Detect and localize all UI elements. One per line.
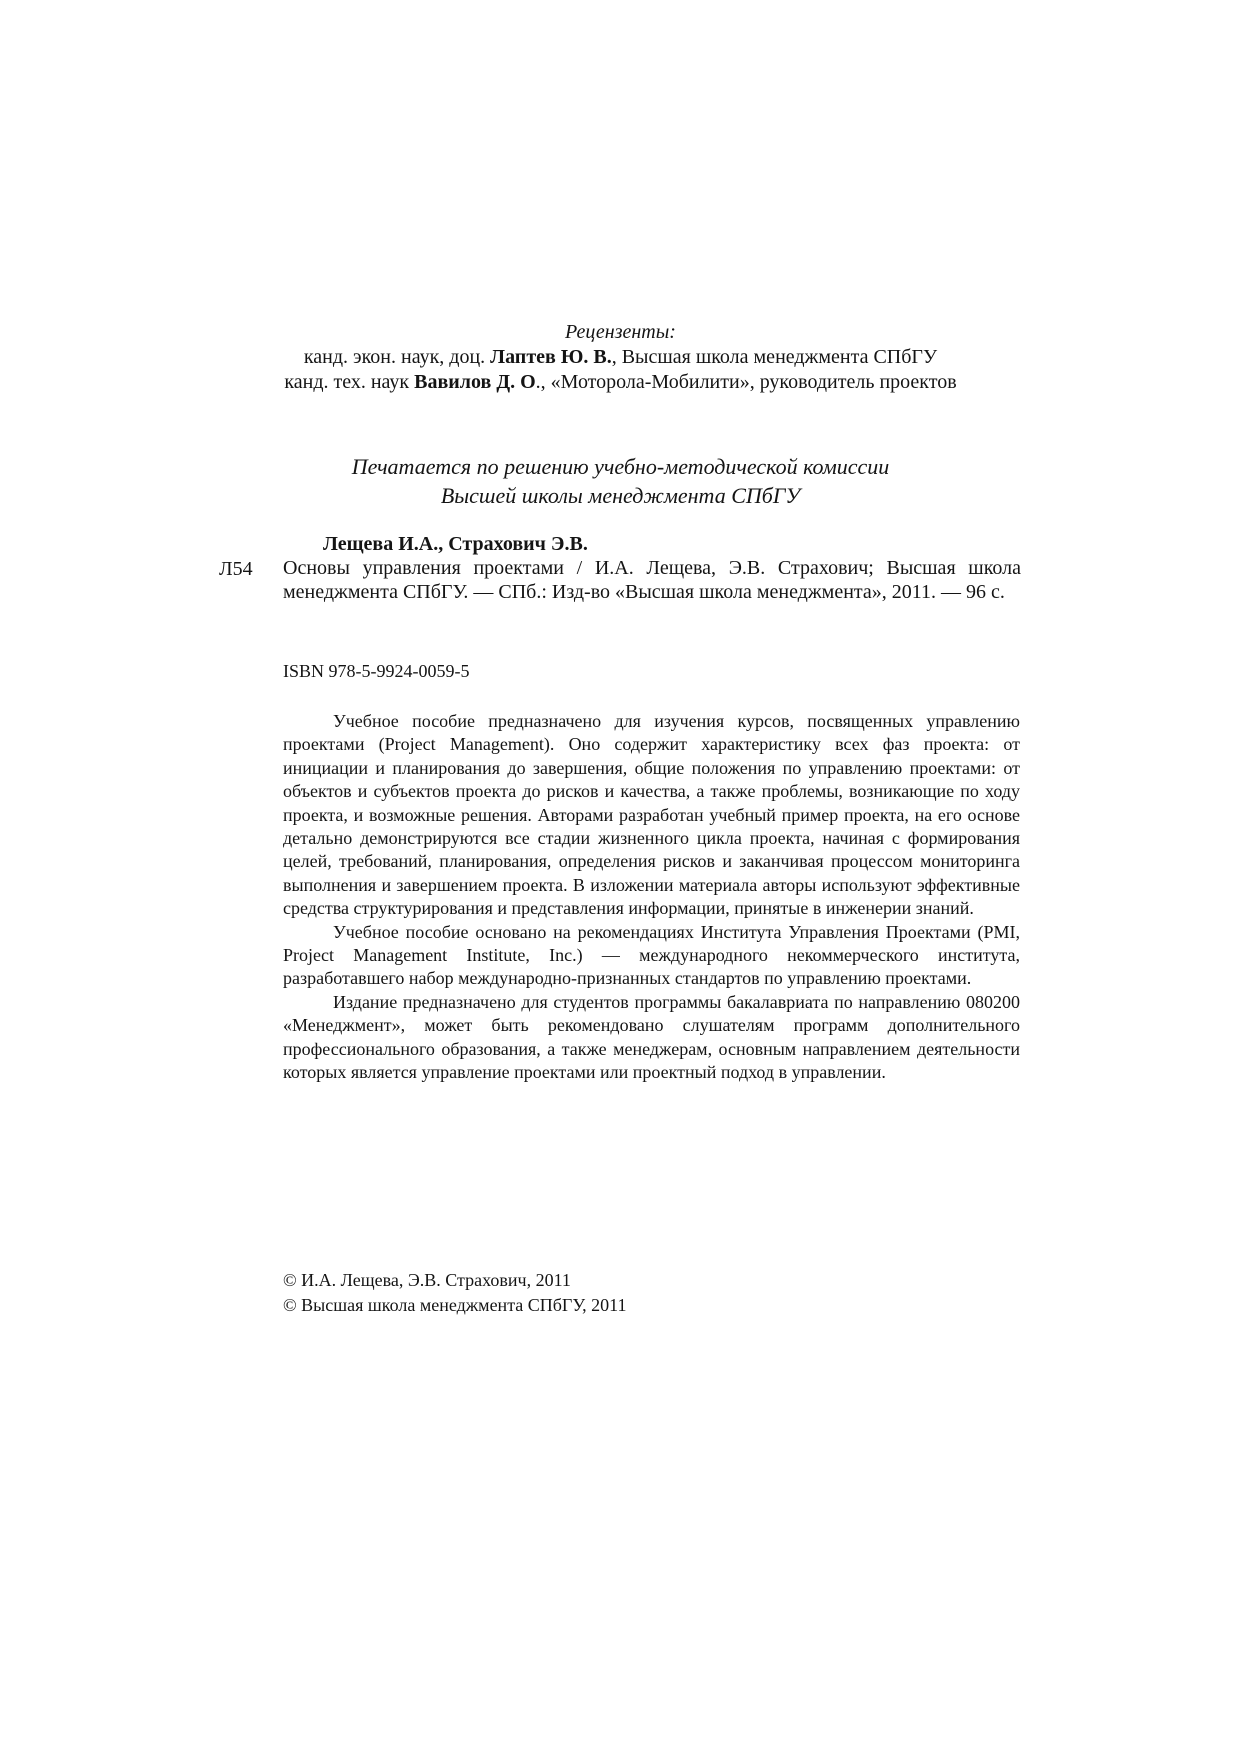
reviewers-heading: Рецензенты: — [565, 321, 676, 343]
copyright-publisher: © Высшая школа менеджмента СПбГУ, 2011 — [283, 1295, 627, 1315]
decision-line-1: Печатается по решению учебно-методической комиссии — [351, 454, 890, 479]
copyright-authors: © И.А. Лещева, Э.В. Страхович, 2011 — [283, 1270, 571, 1290]
reviewer-line — [0, 345, 1241, 370]
reviewer-affiliation: , Высшая школа менеджмента СПбГУ — [611, 346, 938, 368]
bibliographic-description: Основы управления проектами / И.А. Лещева, Э.В. Страхович; Высшая школа менеджмента СПбГУ. — СПб.: Изд-во «Высшая школа менеджмента», 2011. — 96 с. — [283, 557, 1021, 603]
decision-line-2: Высшей школы менеджмента СПбГУ — [440, 483, 801, 508]
reviewer-degree: канд. экон. наук, доц. — [303, 346, 486, 368]
reviewer-degree: канд. тех. наук — [284, 371, 410, 393]
reviewer-line — [0, 370, 1241, 395]
annotation-paragraph: Учебное пособие основано на рекомендациях Института Управления Проектами (PMI, Project Management Institute, Inc.) — международного некоммерческого института, разработавшего набор международно-признанных стандартов по управлению проектами. — [283, 921, 1020, 989]
copyright-block — [283, 1268, 626, 1318]
publication-decision — [0, 452, 1241, 510]
author-sign-code: Л54 — [219, 558, 253, 580]
reviewer-name: Лаптев Ю. В. — [490, 346, 612, 368]
reviewer-affiliation: ., «Моторола-Мобилити», руководитель проектов — [535, 371, 957, 393]
annotation — [283, 710, 1020, 1085]
isbn: ISBN 978-5-9924-0059-5 — [283, 661, 470, 681]
bibliographic-authors: Лещева И.А., Страхович Э.В. — [323, 533, 588, 555]
reviewer-name: Вавилов Д. О — [414, 371, 536, 393]
reviewers-block — [0, 320, 1241, 395]
annotation-paragraph: Учебное пособие предназначено для изучения курсов, посвященных управлению проектами (Project Management). Оно содержит характеристику всех фаз проекта: от инициации и планирования до завершения, общие положения по управлению проектами: от объектов и субъектов проекта до рисков и качества, а также проблемы, возникающие по ходу проекта, и возможные решения. Авторами разработан учебный пример проекта, на его основе детально демонстрируются все стадии жизненного цикла проекта, начиная с формирования целей, требований, планирования, определения рисков и заканчивая процессом мониторинга выполнения и завершением проекта. В изложении материала авторы используют эффективные средства структурирования и представления информации, принятые в инженерии знаний. — [283, 711, 1020, 919]
annotation-paragraph: Издание предназначено для студентов программы бакалавриата по направлению 080200 «Менеджмент», может быть рекомендовано слушателям программ дополнительного профессионального образования, а также менеджерам, основным направлением деятельности которых является управление проектами или проектный подход в управлении. — [283, 991, 1020, 1083]
